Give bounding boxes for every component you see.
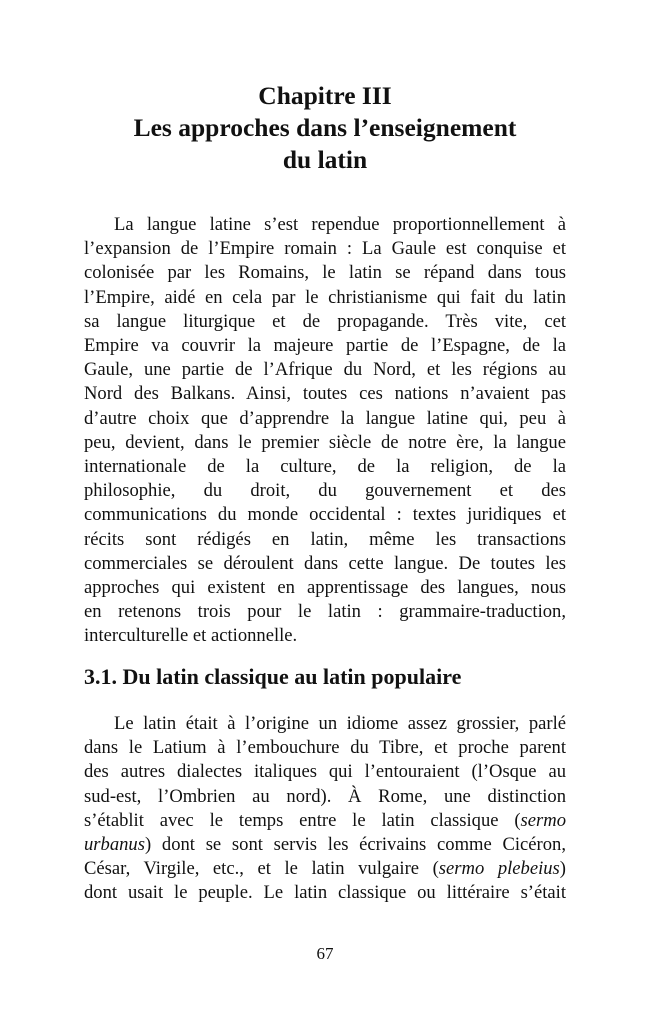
paragraph-line: peu, devient, dans le premier siècle de notre ère, la langue (84, 431, 566, 453)
paragraph-line: approches qui existent en apprentissage des langues, nous (84, 577, 566, 599)
page-number: 67 (316, 944, 334, 963)
paragraph-line (84, 809, 566, 833)
paragraph-line: dans le Latium à l’embouchure du Tibre, et proche parent (84, 737, 566, 759)
paragraph-line: des autres dialectes italiques qui l’entouraient (l’Osque au (84, 761, 566, 783)
latin-term: sermo (520, 809, 566, 831)
chapter-title-line: Les approches dans l’enseignement (133, 113, 517, 142)
line-text: César, Virgile, etc., et le latin vulgaire ( (84, 858, 439, 880)
paragraph-line: sud-est, l’Ombrien au nord). À Rome, une distinction (84, 785, 566, 807)
section-paragraph (84, 712, 566, 906)
paragraph-line: communications du monde occidental : textes juridiques et (84, 504, 566, 526)
latin-term: sermo plebeius (438, 858, 560, 880)
intro-paragraph (84, 213, 566, 649)
line-text: ) dont se sont servis les écrivains comme Cicéron, (144, 834, 566, 856)
section-heading: 3.1. Du latin classique au latin populaire (84, 664, 462, 689)
paragraph-line: récits sont rédigés en latin, même les transactions (84, 528, 566, 550)
paragraph-line: colonisée par les Romains, le latin se répand dans tous (84, 262, 566, 284)
paragraph-line: internationale de la culture, de la religion, de la (84, 456, 566, 478)
latin-term: urbanus (84, 834, 145, 856)
chapter-title-line: du latin (282, 145, 368, 174)
paragraph-line: sa langue liturgique et de propagande. Très vite, cet (84, 310, 566, 332)
paragraph-line: en retenons trois pour le latin : grammaire-traduction, (84, 601, 566, 623)
paragraph-line: Le latin était à l’origine un idiome assez grossier, parlé (114, 713, 566, 734)
paragraph-line: Empire va couvrir la majeure partie de l’Espagne, de la (84, 335, 566, 357)
line-text: ) (559, 858, 566, 880)
paragraph-line: dont usait le peuple. Le latin classique ou littéraire s’était (84, 882, 566, 904)
chapter-number: Chapitre III (258, 81, 392, 110)
paragraph-line: d’autre choix que d’apprendre la langue latine qui, peu à (84, 407, 566, 429)
paragraph-line (84, 833, 566, 857)
paragraph-line: interculturelle et actionnelle. (84, 625, 298, 647)
chapter-title (84, 80, 566, 176)
paragraph-line: La langue latine s’est rependue proportionnellement à (114, 214, 566, 235)
paragraph-line: commerciales se déroulent dans cette langue. De toutes les (84, 552, 566, 574)
paragraph-line: l’Empire, aidé en cela par le christianisme qui fait du latin (84, 286, 566, 308)
paragraph-line: l’expansion de l’Empire romain : La Gaule est conquise et (84, 238, 566, 260)
paragraph-line: philosophie, du droit, du gouvernement et des (84, 480, 566, 502)
paragraph-line: Gaule, une partie de l’Afrique du Nord, et les régions au (84, 359, 566, 381)
paragraph-line: Nord des Balkans. Ainsi, toutes ces nations n’avaient pas (84, 383, 566, 405)
paragraph-line (84, 857, 566, 881)
line-text: s’établit avec le temps entre le latin classique ( (84, 809, 521, 831)
